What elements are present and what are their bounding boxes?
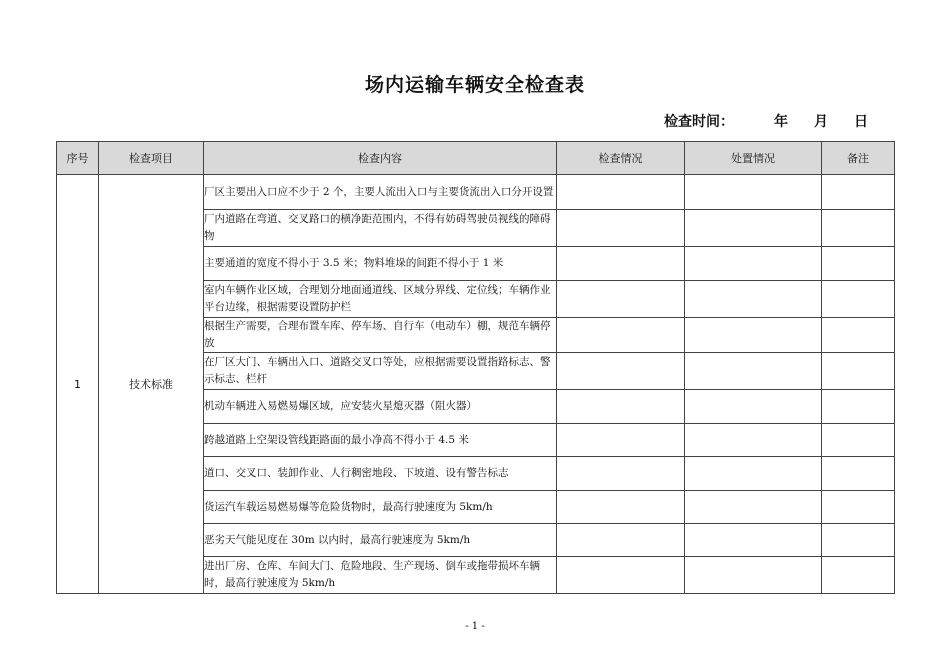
content-cell: 货运汽车载运易燃易爆等危险货物时，最高行驶速度为 5km/h <box>204 491 557 524</box>
handling-cell[interactable] <box>685 247 822 281</box>
handling-cell[interactable] <box>685 281 822 318</box>
remarks-cell[interactable] <box>822 281 895 318</box>
handling-cell[interactable] <box>685 524 822 557</box>
year-label: 年 <box>774 114 788 130</box>
handling-cell[interactable] <box>685 318 822 353</box>
content-cell: 道口、交叉口、装卸作业、人行稠密地段、下坡道、设有警告标志 <box>204 457 557 491</box>
inspection-date-line <box>664 111 868 131</box>
inspection-date-label: 检查时间： <box>664 114 734 130</box>
document-title: 场内运输车辆安全检查表 <box>364 74 585 96</box>
remarks-cell[interactable] <box>822 175 895 210</box>
content-cell: 机动车辆进入易燃易爆区域，应安装火星熄灭器（阻火器） <box>204 390 557 424</box>
status-cell[interactable] <box>557 353 685 390</box>
status-cell[interactable] <box>557 281 685 318</box>
content-cell: 根据生产需要，合理布置车库、停车场、自行车（电动车）棚，规范车辆停放 <box>204 318 557 353</box>
remarks-cell[interactable] <box>822 353 895 390</box>
month-label: 月 <box>814 114 828 130</box>
handling-cell[interactable] <box>685 491 822 524</box>
header-status: 检查情况 <box>557 142 685 175</box>
remarks-cell[interactable] <box>822 318 895 353</box>
content-cell: 室内车辆作业区域，合理划分地面通道线、区域分界线、定位线；车辆作业平台边缘，根据需要设置防护栏 <box>204 281 557 318</box>
status-cell[interactable] <box>557 557 685 594</box>
remarks-cell[interactable] <box>822 491 895 524</box>
status-cell[interactable] <box>557 318 685 353</box>
header-index: 序号 <box>57 142 99 175</box>
handling-cell[interactable] <box>685 424 822 457</box>
status-cell[interactable] <box>557 424 685 457</box>
remarks-cell[interactable] <box>822 457 895 491</box>
table-row <box>57 175 895 210</box>
day-label: 日 <box>854 114 868 130</box>
handling-cell[interactable] <box>685 353 822 390</box>
status-cell[interactable] <box>557 175 685 210</box>
remarks-cell[interactable] <box>822 424 895 457</box>
status-cell[interactable] <box>557 491 685 524</box>
inspection-table <box>56 141 895 594</box>
content-cell: 主要通道的宽度不得小于 3.5 米；物料堆垛的间距不得小于 1 米 <box>204 247 557 281</box>
remarks-cell[interactable] <box>822 210 895 247</box>
handling-cell[interactable] <box>685 390 822 424</box>
handling-cell[interactable] <box>685 175 822 210</box>
content-cell: 进出厂房、仓库、车间大门、危险地段、生产现场、倒车或拖带损坏车辆时，最高行驶速度为 5km/h <box>204 557 557 594</box>
status-cell[interactable] <box>557 524 685 557</box>
content-cell: 在厂区大门、车辆出入口、道路交叉口等处，应根据需要设置指路标志、警示标志、栏杆 <box>204 353 557 390</box>
handling-cell[interactable] <box>685 557 822 594</box>
page-number: - 1 - <box>465 621 485 632</box>
content-cell: 厂内道路在弯道、交叉路口的横净距范围内，不得有妨碍驾驶员视线的障碍物 <box>204 210 557 247</box>
remarks-cell[interactable] <box>822 524 895 557</box>
status-cell[interactable] <box>557 247 685 281</box>
group-item-cell: 技术标准 <box>99 175 204 594</box>
content-cell: 跨越道路上空架设管线距路面的最小净高不得小于 4.5 米 <box>204 424 557 457</box>
handling-cell[interactable] <box>685 457 822 491</box>
header-remarks: 备注 <box>822 142 895 175</box>
content-cell: 恶劣天气能见度在 30m 以内时，最高行驶速度为 5km/h <box>204 524 557 557</box>
header-content: 检查内容 <box>204 142 557 175</box>
status-cell[interactable] <box>557 457 685 491</box>
content-cell: 厂区主要出入口应不少于 2 个，主要人流出入口与主要货流出入口分开设置 <box>204 175 557 210</box>
handling-cell[interactable] <box>685 210 822 247</box>
status-cell[interactable] <box>557 390 685 424</box>
header-handling: 处置情况 <box>685 142 822 175</box>
group-index-cell: 1 <box>57 175 99 594</box>
remarks-cell[interactable] <box>822 247 895 281</box>
remarks-cell[interactable] <box>822 557 895 594</box>
table-header-row <box>57 142 895 175</box>
header-item: 检查项目 <box>99 142 204 175</box>
remarks-cell[interactable] <box>822 390 895 424</box>
status-cell[interactable] <box>557 210 685 247</box>
